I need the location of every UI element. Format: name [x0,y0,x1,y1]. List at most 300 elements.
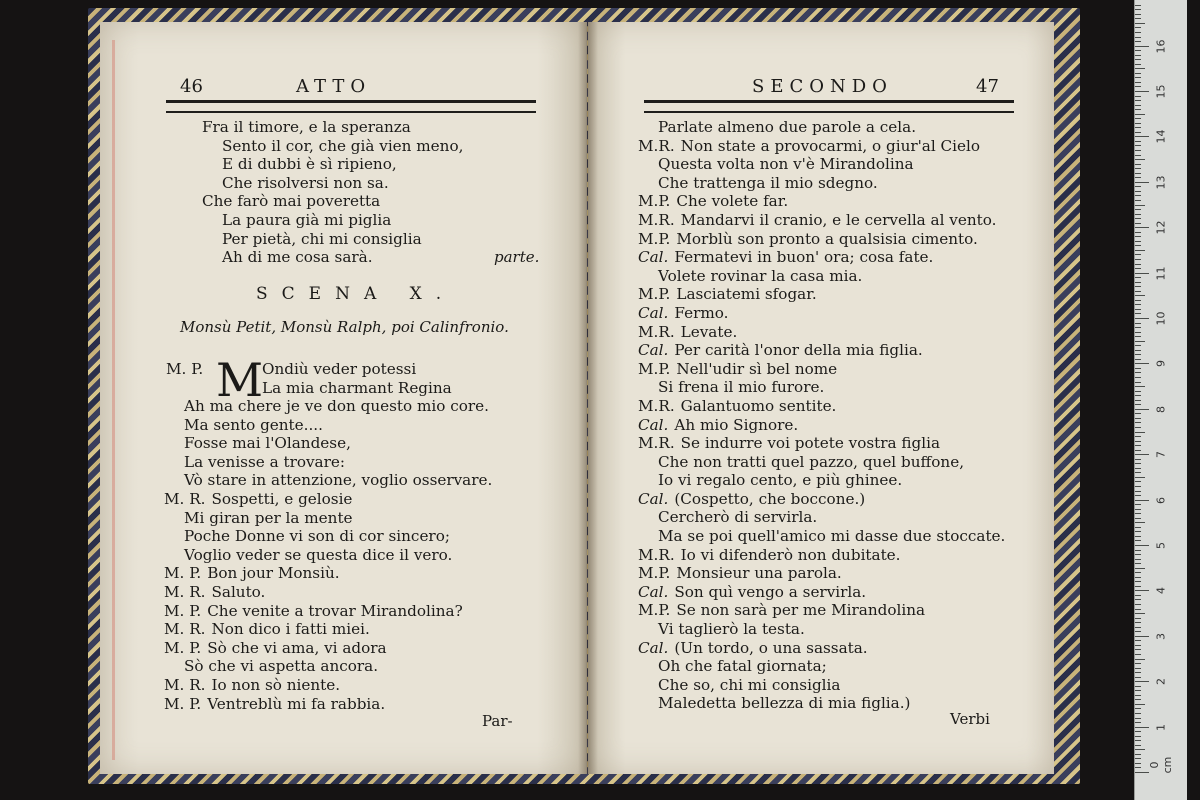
text-line [164,471,544,490]
ruler-tick [1135,332,1141,333]
ruler-tick [1135,718,1141,719]
line-text: Nell'udir sì bel nome [676,359,838,378]
ruler-tick [1135,404,1141,405]
ruler-number: 7 [1154,451,1168,459]
line-text: Son quì vengo a servirla. [674,582,867,601]
ruler-tick [1135,450,1141,451]
ruler-tick [1135,300,1141,301]
ruler-number: 5 [1154,542,1168,549]
line-text: Poche Donne vi son di cor sincero; [184,527,450,546]
ruler-tick [1135,268,1141,269]
line-text: Bon jour Monsiù. [207,564,340,583]
ruler-tick [1135,55,1141,56]
text-line [164,695,544,714]
speaker-label: M.P. [638,285,671,304]
ruler-tick [1135,513,1141,514]
ruler-tick [1135,150,1141,151]
ruler-tick [1135,168,1141,169]
text-line [638,137,1048,156]
ruler-tick [1135,445,1141,446]
ruler-tick [1135,91,1149,92]
ruler-tick [1135,336,1141,337]
line-text: Cercherò di servirla. [658,508,818,527]
text-line [638,434,1048,453]
ruler-tick [1135,46,1149,47]
ruler-tick [1135,155,1141,156]
exit-note: parte. [494,248,540,266]
ruler-tick [1135,522,1145,523]
ruler-tick [1135,627,1141,628]
line-text: Ah ma chere je ve don questo mio core. [184,397,489,415]
ruler-tick [1135,295,1145,296]
line-text: Sò che vi aspetta ancora. [184,657,379,676]
text-line [638,155,1048,174]
line-text: Che risolversi non sa. [222,173,389,192]
ruler-tick [1135,313,1141,314]
ruler-tick [1135,345,1141,346]
speaker-label: Cal. [638,489,669,508]
text-line [638,360,1048,379]
text-line [638,118,1048,137]
text-line [164,546,544,565]
ruler-tick [1135,636,1149,637]
ruler-tick [1135,672,1141,673]
text-line [202,155,552,174]
left-running-head: ATTO [296,76,372,97]
text-line [164,434,544,453]
ruler-tick [1135,704,1145,705]
text-line [202,174,552,193]
speaker-label: Cal. [638,638,669,657]
ruler-number: 6 [1154,496,1168,504]
ruler-tick [1135,309,1141,310]
line-text: Che non tratti quel pazzo, quel buffone, [658,452,965,471]
ruler-tick [1135,708,1141,709]
ruler-unit-label: 0 cm [1148,756,1174,774]
ruler-tick [1135,595,1141,596]
line-text: Oh che fatal giornata; [658,657,827,676]
ruler-number: 13 [1154,175,1168,190]
ruler-number: 11 [1154,266,1168,281]
speaker-label: M. R. [164,620,206,639]
line-text: Sò che vi ama, vi adora [207,638,387,657]
ruler-tick [1135,96,1141,97]
text-line [164,620,544,639]
ruler-tick [1135,463,1141,464]
ruler-tick [1135,209,1141,210]
speaker-label: M.R. [638,396,675,415]
line-text: Lasciatemi sfogar. [676,285,817,304]
text-line [638,248,1048,267]
line-text: Mandarvi il cranio, e le cervella al vento. [680,210,997,229]
ruler-tick [1135,105,1141,106]
ruler-tick [1135,518,1141,519]
ruler-tick [1135,491,1141,492]
ruler-tick [1135,5,1141,6]
right-catchword: Verbi [950,710,990,728]
ruler-tick [1135,214,1141,215]
text-line [202,118,552,137]
text-line [164,676,544,695]
ruler-tick [1135,477,1145,478]
ruler-tick [1135,73,1141,74]
text-line [164,416,544,435]
ruler-tick [1135,77,1141,78]
line-text: Monsieur una parola. [676,564,842,583]
left-header-rule [166,100,536,113]
text-line [164,397,544,416]
ruler-tick [1135,318,1149,319]
ruler-number: 4 [1154,587,1168,595]
ruler-tick [1135,132,1141,133]
ruler-tick [1135,622,1141,623]
speaker-label: M.R. [638,136,675,155]
characters-line: Monsù Petit, Monsù Ralph, poi Calinfronio. [180,318,509,336]
ruler-tick [1135,145,1141,146]
text-line [638,174,1048,193]
text-line [638,639,1048,658]
ruler-tick [1135,177,1141,178]
ruler-tick [1135,114,1145,115]
ruler-tick [1135,418,1141,419]
line-text: Ma se poi quell'amico mi dasse due stoccate. [658,527,1006,546]
line-text: Parlate almeno due parole a cela. [658,118,917,136]
ruler-tick [1135,323,1141,324]
line-text: Non state a provocarmi, o giur'al Cielo [680,136,981,155]
ruler-tick [1135,481,1141,482]
text-line [164,453,544,472]
ruler-tick [1135,468,1141,469]
right-running-head: SECONDO [752,76,893,97]
ruler-tick [1135,772,1149,773]
ruler-tick [1135,32,1141,33]
text-line [164,527,544,546]
text-line [638,416,1048,435]
ruler-tick [1135,223,1141,224]
ruler-tick [1135,581,1141,582]
text-line [638,601,1048,620]
ruler-tick [1135,554,1141,555]
line-text: Io vi difenderò non dubitate. [680,545,901,564]
ruler-tick [1135,372,1141,373]
ruler-number: 15 [1154,84,1168,99]
ruler-tick [1135,182,1149,183]
ruler-tick [1135,227,1149,228]
ruler-tick [1135,123,1141,124]
ruler-tick [1135,504,1141,505]
speaker-label: M.R. [638,434,675,453]
line-text: Morblù son pronto a qualsisia cimento. [676,229,978,248]
ruler-tick [1135,254,1141,255]
ruler-tick [1135,577,1141,578]
ruler-tick [1135,609,1141,610]
ruler-tick [1135,27,1141,28]
line-text: Io vi regalo cento, e più ghinee. [658,471,903,490]
speaker-label: M. R. [164,582,206,601]
ruler-tick [1135,540,1141,541]
text-line [638,471,1048,490]
line-text: Vò stare in attenzione, voglio osservare. [184,471,493,490]
text-line [638,453,1048,472]
ruler-tick [1135,68,1145,69]
ruler-number: 12 [1154,220,1168,235]
text-line [638,527,1048,546]
ruler-tick [1135,459,1141,460]
ruler-tick [1135,9,1141,10]
text-line [164,602,544,621]
ruler-tick [1135,727,1149,728]
ruler-tick [1135,432,1145,433]
line-text: Levate. [680,322,738,341]
line-text: Saluto. [211,582,266,601]
line-text: Ventreblù mi fa rabbia. [207,694,386,713]
ruler-tick [1135,341,1145,342]
line-text: Si frena il mio furore. [658,378,825,397]
ruler-tick [1135,486,1141,487]
text-line [202,192,552,211]
ruler-tick [1135,173,1141,174]
ruler-tick [1135,350,1141,351]
text-line [164,509,544,528]
ruler-tick [1135,37,1141,38]
line-text: Se non sarà per me Mirandolina [676,601,926,620]
ruler-tick [1135,191,1141,192]
ruler-tick [1135,259,1141,260]
ruler-tick [1135,545,1149,546]
speaker-label: M. R. [164,489,206,508]
speaker-label: M.R. [638,322,675,341]
ruler-tick [1135,640,1141,641]
ruler-tick [1135,413,1141,414]
line-text: Volete rovinar la casa mia. [658,266,863,285]
line-text: La venisse a trovare: [184,452,345,471]
text-line [638,341,1048,360]
text-line [638,211,1048,230]
ruler-tick [1135,550,1141,551]
speaker-label: M.P. [638,229,671,248]
line-text: Fra il timore, e la speranza [202,118,411,136]
ruler-tick [1135,527,1141,528]
line-text: Fermatevi in buon' ora; cosa fate. [674,248,934,267]
speaker-label: M.R. [638,545,675,564]
speaker-label: Cal. [638,303,669,322]
ruler-tick [1135,731,1141,732]
speaker-label: M.P. [638,564,671,583]
ruler-tick [1135,277,1141,278]
ruler-number: 14 [1154,129,1168,144]
line-text: Per pietà, chi mi consiglia [222,229,422,248]
ruler-tick [1135,186,1141,187]
ruler-tick [1135,291,1141,292]
ruler-tick [1135,559,1141,560]
ruler-tick [1135,659,1145,660]
speaker-label: M.P. [638,192,671,211]
ruler-tick [1135,23,1145,24]
ruler-tick [1135,740,1141,741]
speaker-label: M.R. [638,210,675,229]
text-line [638,564,1048,583]
ruler-number: 16 [1154,39,1168,54]
ruler-tick [1135,749,1145,750]
text-line [638,285,1048,304]
measuring-ruler [1134,0,1187,800]
right-page-number: 47 [976,76,999,97]
line-text: Che trattenga il mio sdegno. [658,173,878,192]
ruler-tick [1135,354,1141,355]
ruler-tick [1135,386,1145,387]
ruler-tick [1135,395,1141,396]
ruler-tick [1135,368,1141,369]
line-text: Che so, chi mi consiglia [658,675,841,694]
ruler-tick [1135,100,1141,101]
speaker-label: M. P. [164,638,202,657]
text-line [164,490,544,509]
ruler-tick [1135,649,1141,650]
ruler-tick [1135,205,1145,206]
ruler-tick [1135,509,1141,510]
line-text: Maledetta bellezza di mia figlia.) [658,694,911,713]
speaker-label: M.P. [638,601,671,620]
ruler-tick [1135,218,1141,219]
ruler-tick [1135,164,1141,165]
ruler-tick [1135,631,1141,632]
ruler-tick [1135,118,1141,119]
ruler-tick [1135,500,1149,501]
line-text: E di dubbi è sì ripieno, [222,155,397,174]
ruler-number: 2 [1154,678,1168,686]
text-line [202,211,552,230]
line-text: Mi giran per la mente [184,508,353,527]
first-speaker: M. P. [166,360,204,378]
ruler-tick [1135,677,1141,678]
text-line [638,378,1048,397]
ruler-tick [1135,59,1141,60]
speaker-label: Cal. [638,415,669,434]
text-line [638,657,1048,676]
ruler-tick [1135,363,1149,364]
line-text: La paura già mi piglia [222,210,392,229]
ruler-tick [1135,64,1141,65]
ruler-tick [1135,109,1141,110]
ruler-tick [1135,14,1141,15]
text-line [638,508,1048,527]
speaker-label: M. P. [164,601,202,620]
text-line [638,230,1048,249]
speaker-label: Cal. [638,248,669,267]
text-line [638,323,1048,342]
text-line [638,304,1048,323]
speaker-label: M. P. [164,564,202,583]
drop-cap: M [216,353,264,407]
line-text: Che volete far. [676,192,789,211]
scene-title: SCENA X. [256,284,456,304]
ruler-tick [1135,422,1141,423]
ruler-tick [1135,18,1141,19]
ruler-tick [1135,436,1141,437]
ruler-tick [1135,618,1141,619]
ruler-tick [1135,264,1141,265]
ruler-tick [1135,236,1141,237]
ruler-tick [1135,472,1141,473]
line-text: Non dico i fatti miei. [211,620,370,639]
line-text: Per carità l'onor della mia figlia. [674,341,923,360]
ruler-tick [1135,359,1141,360]
ruler-tick [1135,663,1141,664]
right-dialogue-block [638,118,1048,713]
line-text: Che farò mai poveretta [202,192,381,211]
text-line [638,583,1048,602]
ruler-tick [1135,245,1141,246]
ruler-tick [1135,136,1149,137]
left-dialogue-block [164,397,544,713]
ruler-tick [1135,613,1145,614]
ruler-tick [1135,699,1141,700]
ruler-tick [1135,645,1141,646]
ruler-tick [1135,695,1141,696]
ruler-tick [1135,400,1141,401]
speaker-label: Cal. [638,582,669,601]
line-text: Ah di me cosa sarà. [222,248,373,267]
ruler-tick [1135,590,1149,591]
ruler-tick [1135,454,1149,455]
ruler-tick [1135,736,1141,737]
first-line: Ondiù veder potessi [262,360,417,378]
ruler-tick [1135,141,1141,142]
ruler-tick [1135,232,1141,233]
line-text: (Un tordo, o una sassata. [674,638,868,657]
ruler-tick [1135,273,1149,274]
ruler-tick [1135,495,1141,496]
ruler-tick [1135,50,1141,51]
ruler-tick [1135,754,1141,755]
line-text: Fermo. [674,303,729,322]
ruler-tick [1135,441,1141,442]
line-text: Questa volta non v'è Mirandolina [658,155,914,174]
speaker-label: M. R. [164,675,206,694]
ruler-tick [1135,86,1141,87]
book-gutter [578,22,598,774]
line-text: Sento il cor, che già vien meno, [222,136,464,155]
ruler-tick [1135,758,1141,759]
speaker-label: M.P. [638,359,671,378]
ruler-tick [1135,654,1141,655]
line-text: Ah mio Signore. [674,415,799,434]
line-text: Galantuomo sentite. [680,396,837,415]
line-text: (Cospetto, che boccone.) [674,489,866,508]
ruler-tick [1135,427,1141,428]
text-line [638,546,1048,565]
ruler-number: 9 [1154,360,1168,368]
text-line [638,267,1048,286]
ruler-tick [1135,563,1141,564]
ruler-tick [1135,200,1141,201]
text-line [202,137,552,156]
ruler-tick [1135,241,1141,242]
ruler-tick [1135,599,1141,600]
ruler-tick [1135,382,1141,383]
line-text: Se indurre voi potete vostra figlia [680,434,941,453]
speaker-label: Cal. [638,341,669,360]
line-text: Sospetti, e gelosie [211,489,353,508]
ruler-number: 10 [1154,311,1168,326]
text-line [638,397,1048,416]
ruler-tick [1135,531,1141,532]
ruler-tick [1135,745,1141,746]
ruler-tick [1135,304,1141,305]
ruler-tick [1135,41,1141,42]
ruler-tick [1135,767,1141,768]
second-line: La mia charmant Regina [262,379,452,397]
